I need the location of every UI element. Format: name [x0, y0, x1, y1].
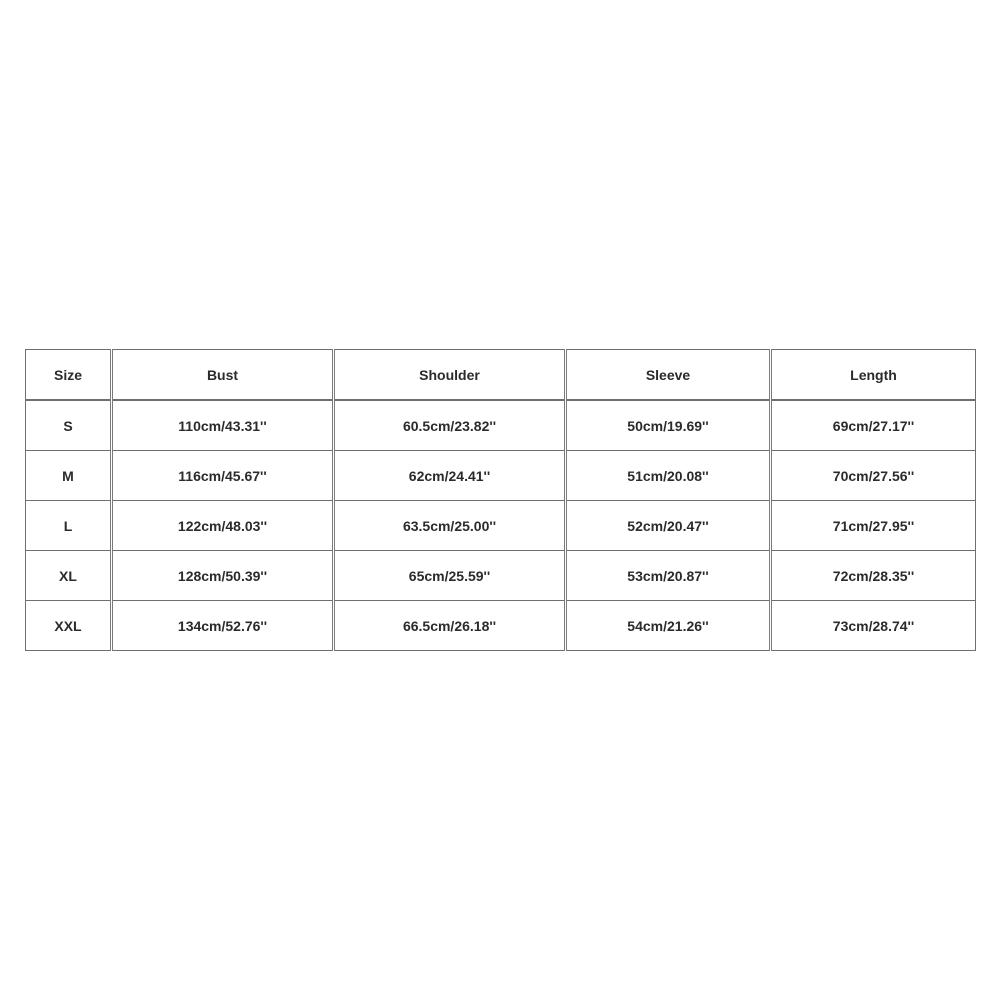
cell-shoulder: 63.5cm/25.00'' [334, 501, 566, 551]
cell-shoulder: 60.5cm/23.82'' [334, 400, 566, 451]
cell-sleeve: 53cm/20.87'' [566, 551, 771, 601]
cell-size: XXL [26, 601, 112, 651]
cell-shoulder: 65cm/25.59'' [334, 551, 566, 601]
cell-bust: 134cm/52.76'' [112, 601, 334, 651]
table-row [26, 400, 976, 451]
table-row [26, 451, 976, 501]
cell-sleeve: 51cm/20.08'' [566, 451, 771, 501]
table-header-row [26, 350, 976, 401]
cell-size: S [26, 400, 112, 451]
cell-sleeve: 52cm/20.47'' [566, 501, 771, 551]
header-bust: Bust [112, 350, 334, 401]
cell-bust: 128cm/50.39'' [112, 551, 334, 601]
cell-length: 69cm/27.17'' [771, 400, 976, 451]
cell-bust: 122cm/48.03'' [112, 501, 334, 551]
cell-length: 71cm/27.95'' [771, 501, 976, 551]
table-row [26, 551, 976, 601]
cell-bust: 110cm/43.31'' [112, 400, 334, 451]
cell-size: L [26, 501, 112, 551]
cell-size: XL [26, 551, 112, 601]
cell-sleeve: 54cm/21.26'' [566, 601, 771, 651]
cell-length: 72cm/28.35'' [771, 551, 976, 601]
header-shoulder: Shoulder [334, 350, 566, 401]
size-chart-table [25, 349, 976, 651]
cell-shoulder: 66.5cm/26.18'' [334, 601, 566, 651]
cell-bust: 116cm/45.67'' [112, 451, 334, 501]
cell-length: 70cm/27.56'' [771, 451, 976, 501]
header-size: Size [26, 350, 112, 401]
cell-length: 73cm/28.74'' [771, 601, 976, 651]
table-row [26, 501, 976, 551]
table-row [26, 601, 976, 651]
cell-size: M [26, 451, 112, 501]
header-length: Length [771, 350, 976, 401]
cell-shoulder: 62cm/24.41'' [334, 451, 566, 501]
header-sleeve: Sleeve [566, 350, 771, 401]
cell-sleeve: 50cm/19.69'' [566, 400, 771, 451]
